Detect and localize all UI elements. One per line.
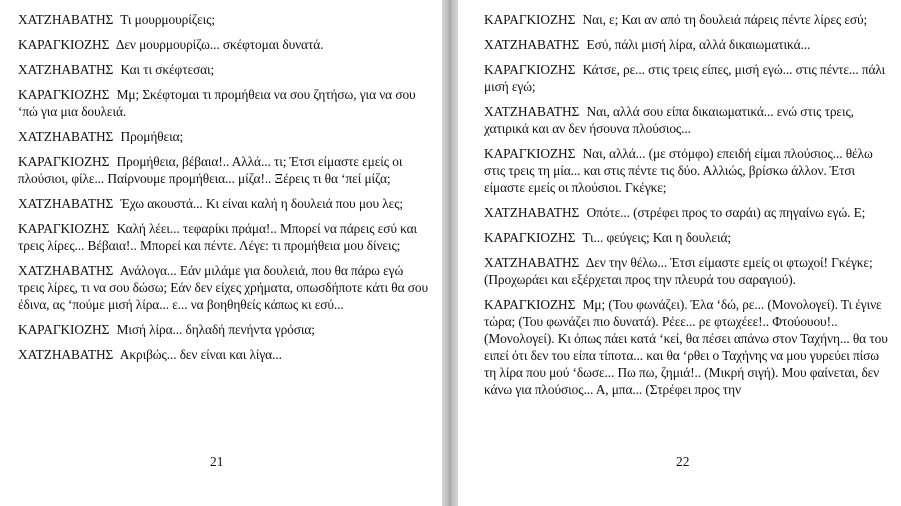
speaker-name: ΚΑΡΑΓΚΙΟΖΗΣ xyxy=(18,37,110,52)
dialogue-paragraph xyxy=(484,229,891,246)
speaker-name: ΧΑΤΖΗΑΒΑΤΗΣ xyxy=(18,196,114,211)
speaker-name: ΚΑΡΑΓΚΙΟΖΗΣ xyxy=(18,154,110,169)
dialogue-text: Ανάλογα... Εάν μιλάμε για δουλειά, που θα πάρω εγώ τρεις λίρες, τι να σου δώσω; Εάν δεν είχες χρήματα, οπωσδήποτε κάτι θα σου έδινα, ας ‘πούμε μισή λίρα... ε... να βοηθηθείς κάπως κι εσύ... xyxy=(18,263,428,312)
dialogue-text: Ακριβώς... δεν είναι και λίγα... xyxy=(119,347,282,362)
speaker-name: ΚΑΡΑΓΚΙΟΖΗΣ xyxy=(484,230,576,245)
speaker-name: ΚΑΡΑΓΚΙΟΖΗΣ xyxy=(18,221,110,236)
dialogue-paragraph xyxy=(18,11,430,28)
speaker-name: ΚΑΡΑΓΚΙΟΖΗΣ xyxy=(18,322,110,337)
dialogue-paragraph xyxy=(484,145,891,196)
dialogue-paragraph xyxy=(18,321,430,338)
dialogue-text: Προμήθεια; xyxy=(120,129,184,144)
dialogue-paragraph xyxy=(18,220,430,254)
dialogue-paragraph xyxy=(484,11,891,28)
speaker-name: ΧΑΤΖΗΑΒΑΤΗΣ xyxy=(18,62,114,77)
dialogue-text: Μισή λίρα... δηλαδή πενήντα γρόσια; xyxy=(116,322,315,337)
dialogue-paragraph xyxy=(18,86,430,120)
dialogue-text: Μμ; (Του φωνάζει). Έλα ‘δώ, ρε... (Μονολογεί). Τι έγινε τώρα; (Του φωνάζει πιο δυνατά). Ρέεε... ρε φτωχέεε!.. Φτούουου!.. (Μονολογεί). Κι όπως πάει κατά ‘κεί, θα πέσει απάνω στον Ταχήνη... θα του ειπεί ότι δεν του είπα τίποτα... και θα ‘ρθει ο Ταχήνης να μου γυρεύει πίσω τη λίρα που μού ‘δωσε... Πω πω, ζημιά!.. (Μικρή σιγή). Μου φαίνεται, δεν κάνω για πλούσιος... Α, μπα... (Στρέφει προς την xyxy=(484,297,888,397)
speaker-name: ΚΑΡΑΓΚΙΟΖΗΣ xyxy=(484,62,576,77)
speaker-name: ΧΑΤΖΗΑΒΑΤΗΣ xyxy=(484,104,580,119)
dialogue-text: Και τι σκέφτεσαι; xyxy=(120,62,215,77)
speaker-name: ΧΑΤΖΗΑΒΑΤΗΣ xyxy=(18,347,114,362)
dialogue-text: Κάτσε, ρε... στις τρεις είπες, μισή εγώ... στις πέντε... πάλι μισή εγώ; xyxy=(484,62,886,94)
right-page xyxy=(458,0,901,506)
speaker-name: ΚΑΡΑΓΚΙΟΖΗΣ xyxy=(484,146,576,161)
dialogue-paragraph xyxy=(18,36,430,53)
dialogue-text: Έχω ακουστά... Κι είναι καλή η δουλειά που μου λες; xyxy=(120,196,404,211)
dialogue-text: Εσύ, πάλι μισή λίρα, αλλά δικαιωματικά... xyxy=(586,37,811,52)
dialogue-paragraph xyxy=(18,262,430,313)
speaker-name: ΧΑΤΖΗΑΒΑΤΗΣ xyxy=(484,37,580,52)
page-number-right: 22 xyxy=(676,454,690,469)
page-gutter xyxy=(442,0,458,506)
dialogue-paragraph xyxy=(18,61,430,78)
dialogue-text: Δεν μουρμουρίζω... σκέφτομαι δυνατά. xyxy=(115,37,324,52)
dialogue-paragraph xyxy=(484,61,891,95)
right-page-text xyxy=(484,11,891,398)
speaker-name: ΚΑΡΑΓΚΙΟΖΗΣ xyxy=(484,12,576,27)
dialogue-paragraph xyxy=(18,346,430,363)
dialogue-paragraph xyxy=(484,204,891,221)
dialogue-text: Τι μουρμουρίζεις; xyxy=(120,12,215,27)
dialogue-text: Τι... φεύγεις; Και η δουλειά; xyxy=(582,230,731,245)
dialogue-text: Οπότε... (στρέφει προς το σαράι) ας πηγαίνω εγώ. Ε; xyxy=(586,205,866,220)
speaker-name: ΚΑΡΑΓΚΙΟΖΗΣ xyxy=(484,297,576,312)
dialogue-text: Μμ; Σκέφτομαι τι προμήθεια να σου ζητήσω, για να σου ‘πώ για μια δουλειά. xyxy=(18,87,416,119)
dialogue-text: Ναι, ε; Και αν από τη δουλειά πάρεις πέντε λίρες εσύ; xyxy=(582,12,868,27)
dialogue-text: Προμήθεια, βέβαια!.. Αλλά... τι; Έτσι είμαστε εμείς οι πλούσιοι, φίλε... Παίρνουμε προμήθεια... μίζα!.. Ξέρεις τι θα ‘πεί μίζα; xyxy=(18,154,403,186)
dialogue-paragraph xyxy=(18,128,430,145)
dialogue-paragraph xyxy=(484,254,891,288)
dialogue-paragraph xyxy=(18,195,430,212)
speaker-name: ΚΑΡΑΓΚΙΟΖΗΣ xyxy=(18,87,110,102)
page-number-left: 21 xyxy=(210,454,224,469)
dialogue-text: Ναι, αλλά σου είπα δικαιωματικά... ενώ στις τρεις, χατιρικά και αν δεν ήσουνα πλούσιος... xyxy=(484,104,854,136)
speaker-name: ΧΑΤΖΗΑΒΑΤΗΣ xyxy=(18,263,114,278)
left-page-text xyxy=(18,11,430,363)
speaker-name: ΧΑΤΖΗΑΒΑΤΗΣ xyxy=(18,129,114,144)
dialogue-text: Δεν την θέλω... Έτσι είμαστε εμείς οι φτωχοί! Γκέγκε; (Προχωράει και εξέρχεται προς την πλευρά του σαραγιού). xyxy=(484,255,873,287)
dialogue-text: Ναι, αλλά... (με στόμφο) επειδή είμαι πλούσιος... θέλω στις τρεις τη μία... και στις πέντε τις δύο. Αλλιώς, βρίσκω άλλον. Έτσι είμαστε εμείς οι πλούσιοι. Γκέγκε; xyxy=(484,146,873,195)
dialogue-paragraph xyxy=(484,296,891,398)
dialogue-paragraph xyxy=(484,36,891,53)
left-page xyxy=(0,0,442,506)
dialogue-paragraph xyxy=(18,153,430,187)
dialogue-paragraph xyxy=(484,103,891,137)
speaker-name: ΧΑΤΖΗΑΒΑΤΗΣ xyxy=(18,12,114,27)
speaker-name: ΧΑΤΖΗΑΒΑΤΗΣ xyxy=(484,205,580,220)
speaker-name: ΧΑΤΖΗΑΒΑΤΗΣ xyxy=(484,255,580,270)
dialogue-text: Καλή λέει... τεφαρίκι πράμα!.. Μπορεί να πάρεις εσύ και τρεις λίρες... Βέβαια!.. Μπορεί και πέντε. Λέγε: τι προμήθεια μου δίνεις; xyxy=(18,221,418,253)
